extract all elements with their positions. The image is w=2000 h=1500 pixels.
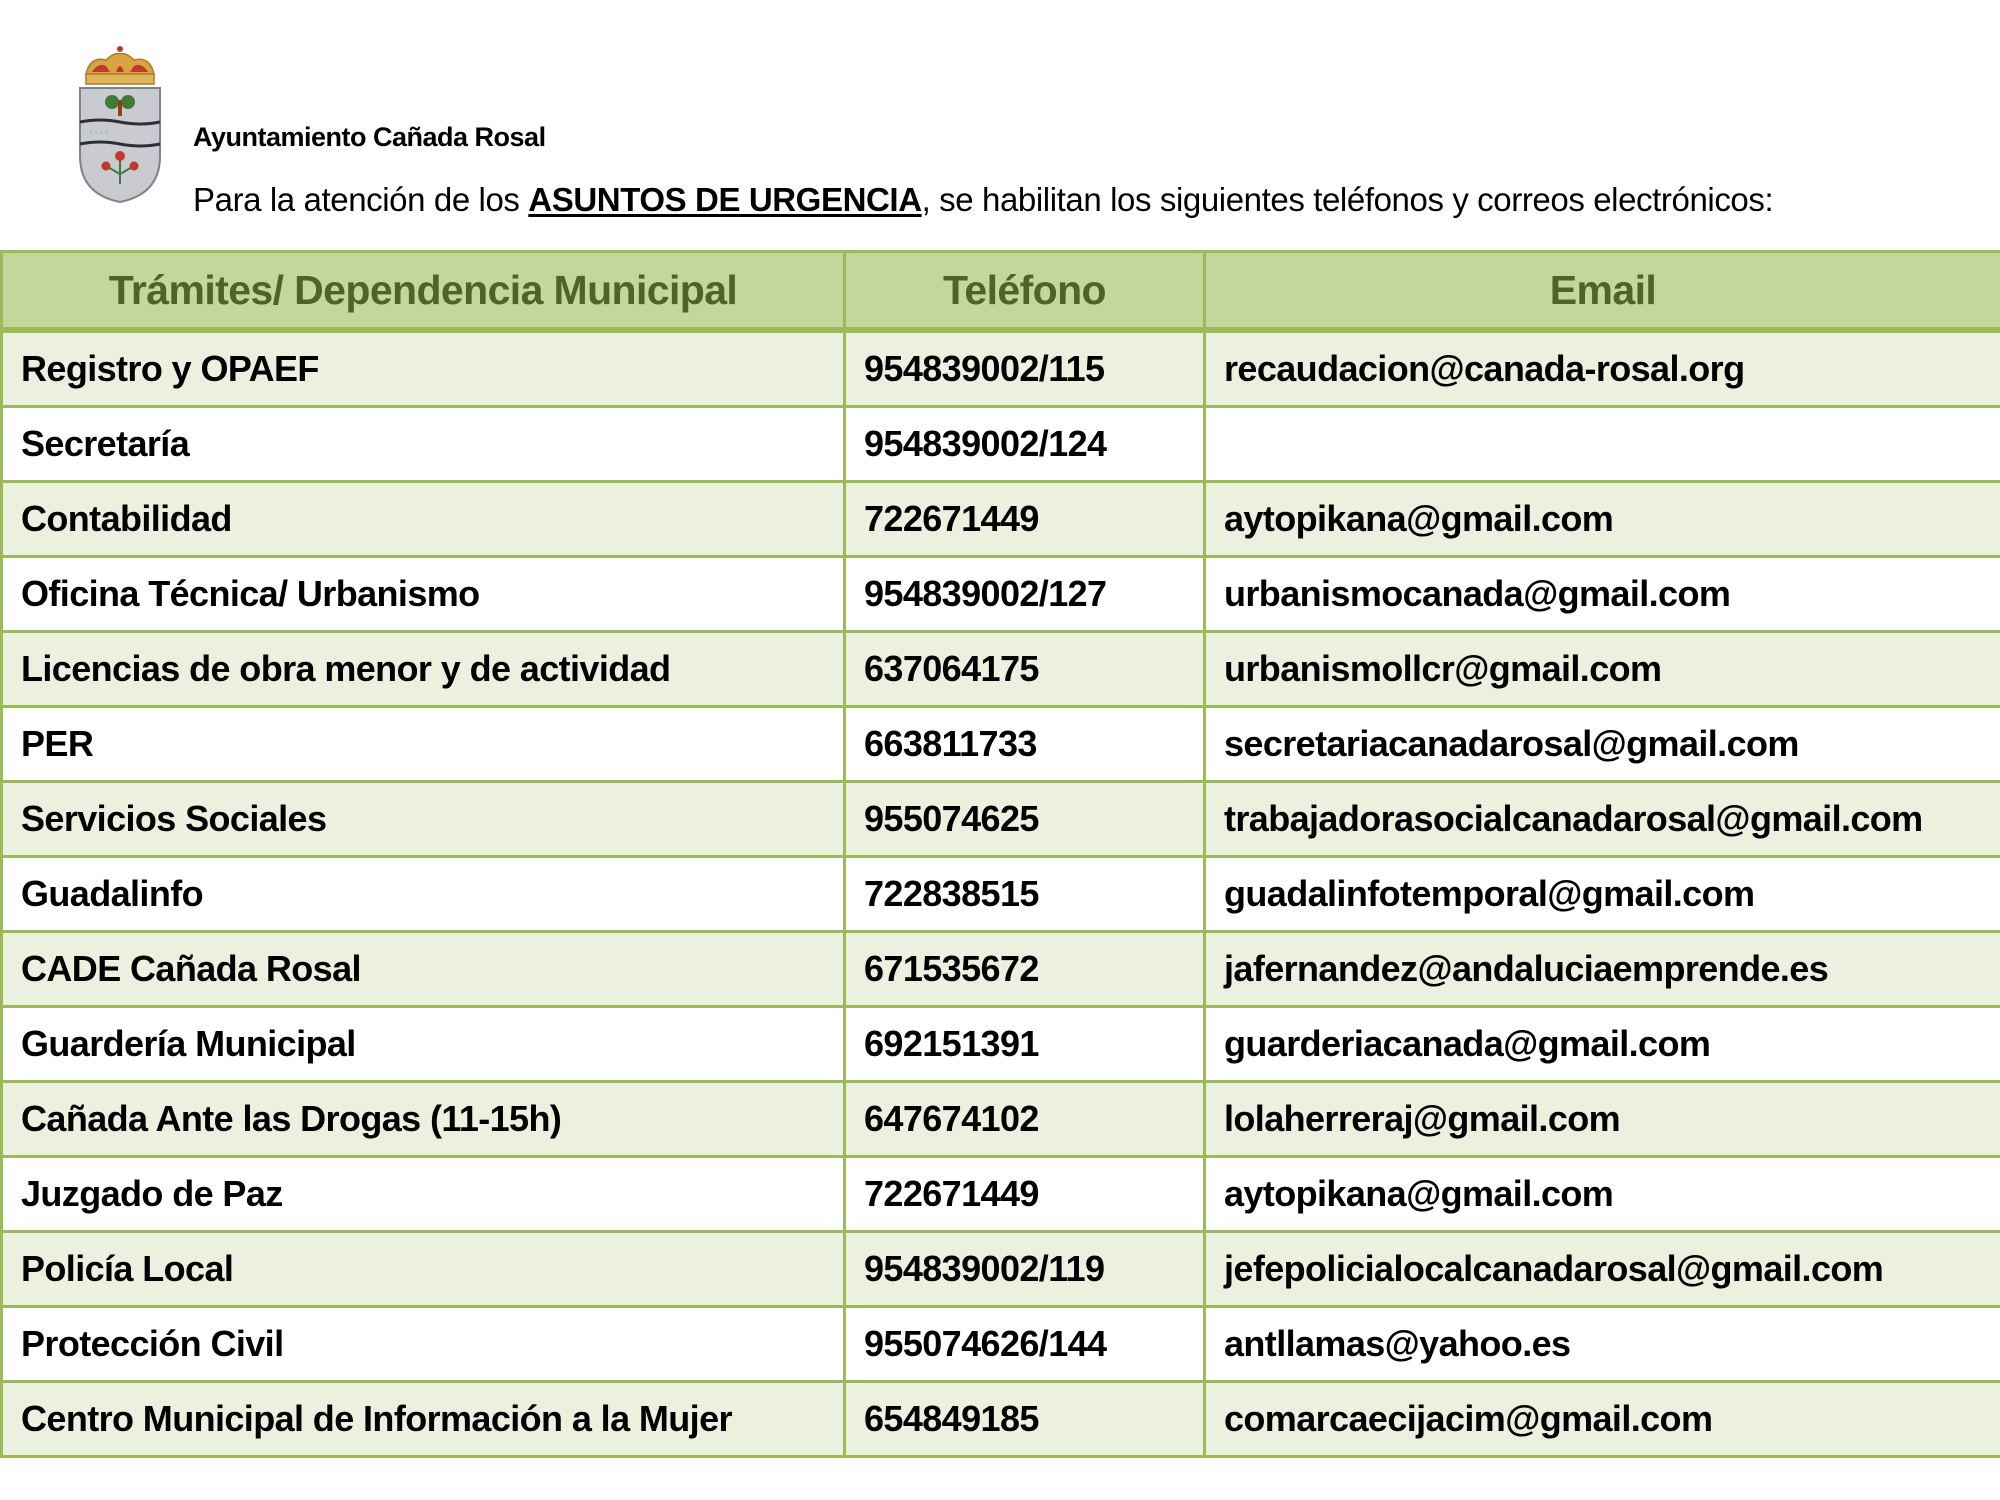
email-cell: comarcaecijacim@gmail.com bbox=[1205, 1382, 2000, 1457]
department-cell: PER bbox=[2, 707, 845, 782]
phone-cell: 954839002/124 bbox=[845, 407, 1205, 482]
column-header-phone: Teléfono bbox=[845, 252, 1205, 331]
email-cell: urbanismocanada@gmail.com bbox=[1205, 557, 2000, 632]
column-header-email: Email bbox=[1205, 252, 2000, 331]
email-cell: antllamas@yahoo.es bbox=[1205, 1307, 2000, 1382]
department-cell: Registro y OPAEF bbox=[2, 330, 845, 407]
table-row bbox=[2, 857, 2000, 932]
phone-cell: 647674102 bbox=[845, 1082, 1205, 1157]
contacts-table bbox=[0, 250, 2000, 1458]
table-row bbox=[2, 557, 2000, 632]
department-cell: Oficina Técnica/ Urbanismo bbox=[2, 557, 845, 632]
email-cell bbox=[1205, 407, 2000, 482]
table-row bbox=[2, 782, 2000, 857]
department-cell: Juzgado de Paz bbox=[2, 1157, 845, 1232]
department-cell: Servicios Sociales bbox=[2, 782, 845, 857]
email-cell: recaudacion@canada-rosal.org bbox=[1205, 330, 2000, 407]
email-cell: guarderiacanada@gmail.com bbox=[1205, 1007, 2000, 1082]
table-row bbox=[2, 330, 2000, 407]
table-row bbox=[2, 632, 2000, 707]
coat-of-arms-icon bbox=[76, 44, 164, 206]
organization-name: Ayuntamiento Cañada Rosal bbox=[193, 122, 546, 152]
table-row bbox=[2, 1307, 2000, 1382]
table-row bbox=[2, 707, 2000, 782]
intro-suffix: , se habilitan los siguientes teléfonos y correos electrónicos: bbox=[921, 181, 1774, 218]
intro-prefix: Para la atención de los bbox=[193, 181, 529, 218]
phone-cell: 654849185 bbox=[845, 1382, 1205, 1457]
phone-cell: 671535672 bbox=[845, 932, 1205, 1007]
email-cell: secretariacanadarosal@gmail.com bbox=[1205, 707, 2000, 782]
table-row bbox=[2, 1157, 2000, 1232]
table-header-row bbox=[2, 252, 2000, 331]
email-cell: urbanismollcr@gmail.com bbox=[1205, 632, 2000, 707]
table-row bbox=[2, 1232, 2000, 1307]
email-cell: guadalinfotemporal@gmail.com bbox=[1205, 857, 2000, 932]
phone-cell: 663811733 bbox=[845, 707, 1205, 782]
svg-text:ᵛ ᵛ ᵛ ᵛ: ᵛ ᵛ ᵛ ᵛ bbox=[90, 130, 109, 138]
phone-cell: 692151391 bbox=[845, 1007, 1205, 1082]
phone-cell: 637064175 bbox=[845, 632, 1205, 707]
table-row bbox=[2, 1007, 2000, 1082]
department-cell: CADE Cañada Rosal bbox=[2, 932, 845, 1007]
phone-cell: 955074626/144 bbox=[845, 1307, 1205, 1382]
department-cell: Centro Municipal de Información a la Mujer bbox=[2, 1382, 845, 1457]
phone-cell: 954839002/119 bbox=[845, 1232, 1205, 1307]
phone-cell: 954839002/127 bbox=[845, 557, 1205, 632]
department-cell: Protección Civil bbox=[2, 1307, 845, 1382]
department-cell: Guadalinfo bbox=[2, 857, 845, 932]
phone-cell: 955074625 bbox=[845, 782, 1205, 857]
email-cell: lolaherreraj@gmail.com bbox=[1205, 1082, 2000, 1157]
phone-cell: 954839002/115 bbox=[845, 330, 1205, 407]
department-cell: Secretaría bbox=[2, 407, 845, 482]
department-cell: Cañada Ante las Drogas (11-15h) bbox=[2, 1082, 845, 1157]
intro-text bbox=[193, 181, 1773, 219]
phone-cell: 722671449 bbox=[845, 482, 1205, 557]
department-cell: Contabilidad bbox=[2, 482, 845, 557]
phone-cell: 722838515 bbox=[845, 857, 1205, 932]
department-cell: Policía Local bbox=[2, 1232, 845, 1307]
email-cell: jefepolicialocalcanadarosal@gmail.com bbox=[1205, 1232, 2000, 1307]
table-row bbox=[2, 932, 2000, 1007]
email-cell: aytopikana@gmail.com bbox=[1205, 1157, 2000, 1232]
column-header-department: Trámites/ Dependencia Municipal bbox=[2, 252, 845, 331]
table-row bbox=[2, 1082, 2000, 1157]
table-row bbox=[2, 482, 2000, 557]
table-row bbox=[2, 407, 2000, 482]
email-cell: aytopikana@gmail.com bbox=[1205, 482, 2000, 557]
department-cell: Licencias de obra menor y de actividad bbox=[2, 632, 845, 707]
phone-cell: 722671449 bbox=[845, 1157, 1205, 1232]
email-cell: jafernandez@andaluciaemprende.es bbox=[1205, 932, 2000, 1007]
email-cell: trabajadorasocialcanadarosal@gmail.com bbox=[1205, 782, 2000, 857]
department-cell: Guardería Municipal bbox=[2, 1007, 845, 1082]
urgent-emphasis: ASUNTOS DE URGENCIA bbox=[528, 181, 922, 218]
table-row bbox=[2, 1382, 2000, 1457]
